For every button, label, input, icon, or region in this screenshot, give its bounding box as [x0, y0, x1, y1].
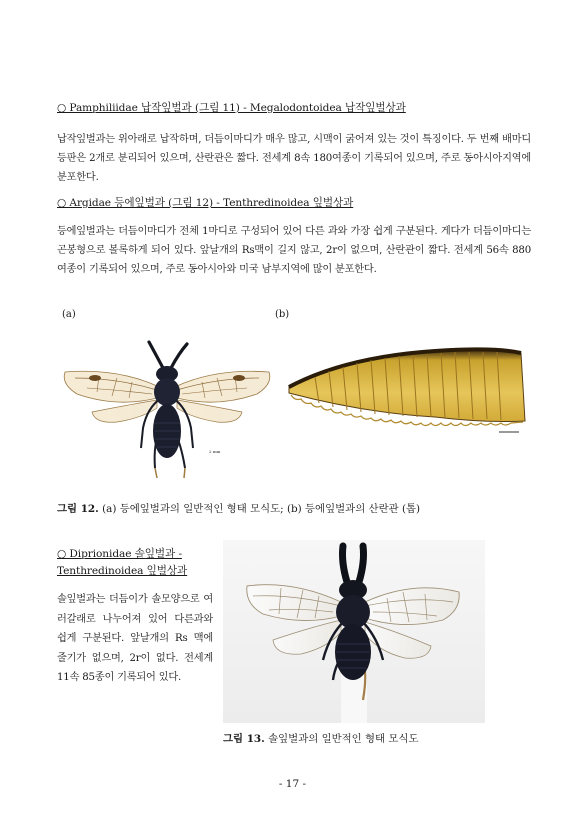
diprionid-illustration	[223, 540, 485, 723]
page-number: - 17 -	[278, 778, 307, 790]
ovipositor-saw-illustration	[285, 343, 530, 433]
figure12b-ovipositor-image	[285, 343, 530, 433]
figure12-caption-text: (a) 등에잎벌과의 일반적인 형태 모식도; (b) 등에잎벌과의 산란관 (톱)	[98, 503, 421, 515]
section-body-diprionidae: 솔잎벌과는 더듬이가 솔모양으로 여러갈래로 나누어져 있어 다른과와 쉽게 구분된다. 앞날개의 Rs 맥에 줄기가 없으며, 2r이 없다. 전세계 11속 85종이 기록되어 있다.	[57, 594, 213, 683]
section-heading-diprionidae-line1: ○ Diprionidae 솔잎벌과 -	[57, 548, 182, 560]
figure13-caption-text: 솔잎벌과의 일반적인 형태 모식도	[264, 733, 419, 745]
figure12-label-a: (a)	[62, 309, 76, 320]
figure12a-sawfly-image	[57, 328, 273, 490]
figure13-caption-prefix: 그림 13.	[223, 733, 265, 745]
section-body-argidae: 등에잎벌과는 더듬이마디가 전체 1마디로 구성되어 있어 다른 과와 가장 쉽게 구분된다. 게다가 더듬이마디는 곤봉형으로 볼록하게 되어 있다. 앞날개의 Rs맥이 길지 않고, 2r이 없으며, 산란관이 짧다. 전세계 56속 880여종이 기록되어 있으며, 주로 동아시아와 미국 남부지역에 많이 분포한다.	[57, 226, 531, 275]
section-heading-diprionidae-line2: Tenthredinoidea 잎벌상과	[57, 565, 188, 577]
figure12-caption	[57, 500, 420, 515]
figure13-sawfly-image	[223, 540, 485, 723]
figure12-label-b: (b)	[275, 309, 290, 320]
section-heading-argidae: ○ Argidae 등에잎벌과 (그림 12) - Tenthredinoidea 잎벌상과	[57, 197, 354, 209]
scale-bar-label: 2 mm	[209, 449, 221, 454]
figure13-caption	[223, 730, 419, 745]
section-heading-pamphiliidae: ○ Pamphiliidae 납작잎벌과 (그림 11) - Megalodontoidea 납작잎벌상과	[57, 102, 406, 114]
section-body-pamphiliidae: 납작잎벌과는 위아래로 납작하며, 더듬이마디가 매우 많고, 시맥이 굵어져 있는 것이 특징이다. 두 번째 배마디등판은 2개로 분리되어 있으며, 산란관은 짧다. 전세계 8속 180여종이 기록되어 있으며, 주로 동아시아지역에 분포한다.	[57, 134, 531, 183]
figure12-caption-prefix: 그림 12.	[57, 503, 99, 515]
sawfly-illustration	[57, 328, 273, 490]
